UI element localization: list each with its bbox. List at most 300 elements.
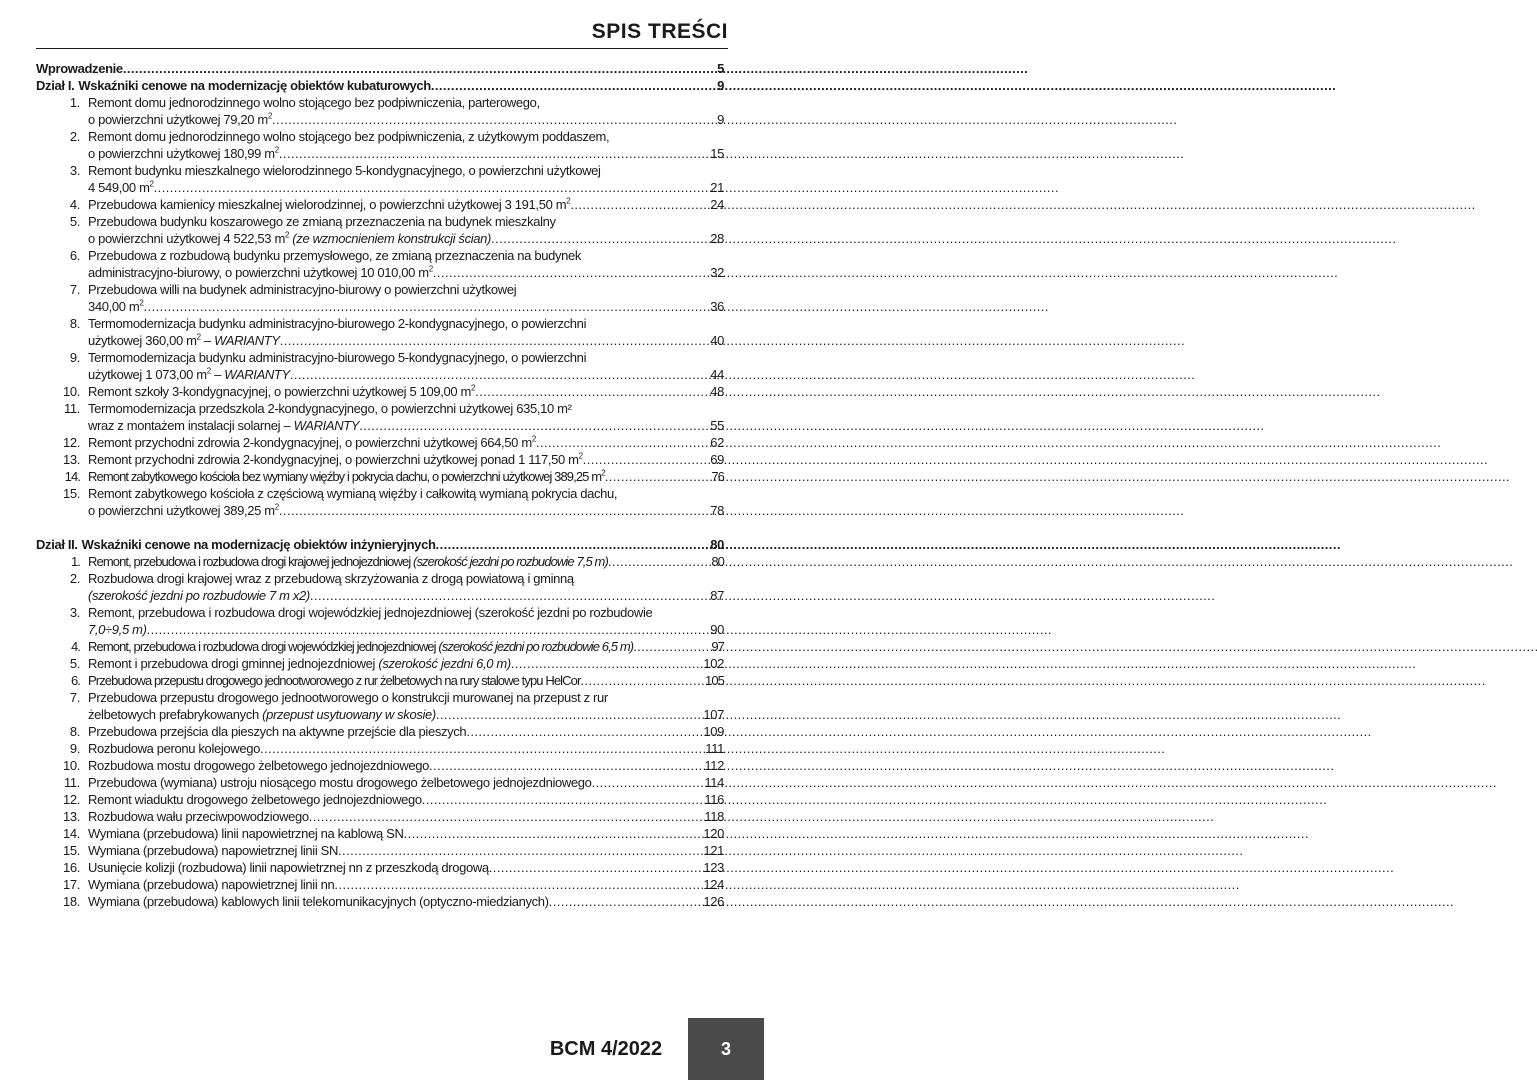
toc-entry [36, 281, 724, 315]
entry-italic: – WARIANTY [200, 333, 280, 348]
entry-lastline [88, 298, 724, 315]
entry-lastline [88, 366, 724, 383]
entry-text: Wymiana (przebudowa) napowietrznej linii SN [88, 843, 339, 858]
entry-number: 10. [62, 384, 80, 399]
entry-number: 5. [69, 656, 80, 671]
entry-number: 14. [62, 826, 80, 841]
entry-italic: (szerokość jezdni po rozbudowie 7 m x2) [88, 588, 310, 603]
entry-text: Remont zabytkowego kościoła bez wymiany więźby i pokrycia dachu, o powierzchni użytkowej 389,25 m [88, 469, 602, 484]
toc-entry [36, 825, 724, 842]
entry-body [88, 128, 724, 162]
dot-leader [633, 638, 711, 655]
toc-entry [36, 876, 724, 893]
toc-entry [36, 247, 724, 281]
entry-number: 11. [63, 775, 80, 790]
page-ref: 124 [703, 877, 724, 892]
entry-line: Remont, przebudowa i rozbudowa drogi wojewódzkiej jednojezdniowej (szerokość jezdni po rozbudowie [88, 605, 653, 620]
entry-lastline [88, 757, 724, 774]
entry-body [88, 196, 724, 213]
dot-leader [154, 179, 711, 196]
page-ref: 15 [710, 146, 724, 161]
entry-title [88, 553, 608, 570]
entry-text: Wymiana (przebudowa) linii napowietrznej na kablową SN [88, 826, 404, 841]
section-title: Wskaźniki cenowe na modernizację obiektów kubaturowych [78, 78, 431, 93]
entry-superscript: 2 [428, 264, 433, 274]
entry-lastline [88, 383, 724, 400]
dot-leader [580, 672, 705, 689]
dot-leader [404, 825, 704, 842]
page-ref: 9 [717, 78, 724, 93]
entry-title [88, 638, 633, 655]
toc-section [36, 77, 724, 94]
page-ref: 69 [710, 452, 724, 467]
dot-leader [592, 774, 705, 791]
dot-leader [570, 196, 710, 213]
entry-body [88, 94, 724, 128]
toc-entry [36, 553, 724, 570]
page-ref: 40 [710, 333, 724, 348]
toc-entry [36, 604, 724, 638]
entry-title [88, 366, 290, 383]
entry-body [88, 604, 724, 638]
toc-section [36, 536, 724, 553]
dot-leader [310, 587, 710, 604]
entry-italic: (ze wzmocnieniem konstrukcji ścian) [289, 231, 492, 246]
entry-number: 18. [62, 894, 80, 909]
entry-number: 9. [69, 350, 80, 365]
dot-leader [466, 723, 703, 740]
page-ref: 76 [711, 469, 724, 484]
entry-number: 1. [70, 554, 80, 569]
page-ref: 120 [703, 826, 724, 841]
section-title: Wskaźniki cenowe na modernizację obiektów inżynieryjnych [81, 537, 436, 552]
entry-italic: (szerokość jezdni po rozbudowie 6,5 m) [438, 639, 634, 654]
dot-leader [123, 60, 717, 77]
entry-italic: (szerokość jezdni po rozbudowie 7,5 m) [413, 554, 608, 569]
entry-text: o powierzchni użytkowej 4 522,53 m [88, 231, 285, 246]
page-ref: 114 [704, 775, 724, 790]
toc-entry [36, 434, 724, 451]
entry-title [88, 230, 491, 247]
entry-body [88, 638, 724, 655]
entry-text: Remont przychodni zdrowia 2-kondygnacyjnej, o powierzchni użytkowej ponad 1 117,50 m [88, 452, 579, 467]
entry-number: 7. [69, 690, 80, 705]
dot-leader [489, 859, 704, 876]
entry-superscript: 2 [566, 196, 571, 206]
dot-leader [549, 893, 704, 910]
entry-title [88, 451, 583, 468]
toc-entry [36, 162, 724, 196]
dot-leader [144, 298, 711, 315]
entry-body [88, 791, 724, 808]
entry-text: Rozbudowa peronu kolejowego [88, 741, 260, 756]
entry-italic: (szerokość jezdni 6,0 m) [378, 656, 511, 671]
entry-line: Termomodernizacja budynku administracyjno-biurowego 5-kondygnacyjnego, o powierzchni [88, 350, 587, 365]
dot-leader [279, 502, 710, 519]
entry-body [88, 213, 724, 247]
entry-title [88, 740, 260, 757]
page-ref: 107 [703, 707, 724, 722]
entry-title [88, 417, 359, 434]
entry-title [88, 587, 310, 604]
entry-number: 5. [69, 214, 80, 229]
entry-number: 10. [62, 758, 80, 773]
dot-leader [290, 366, 710, 383]
page-ref: 111 [705, 741, 724, 756]
section-number: Dział II. [36, 537, 78, 552]
entry-number: 13. [62, 809, 80, 824]
page-ref: 62 [710, 435, 724, 450]
toc-entry [36, 893, 724, 910]
entry-text: Remont, przebudowa i rozbudowa drogi krajowej jednojezdniowej [88, 554, 414, 569]
entry-number: 2. [69, 571, 80, 586]
page-ref: 105 [705, 673, 724, 688]
toc-entry [36, 468, 724, 485]
entry-lastline [88, 842, 724, 859]
entry-lastline [88, 553, 724, 570]
toc-entry [36, 451, 724, 468]
entry-number: 8. [69, 316, 80, 331]
entry-number: 16. [62, 860, 80, 875]
entry-body [88, 876, 724, 893]
publication-label: BCM 4/2022 [524, 1018, 688, 1080]
entry-number: 8. [69, 724, 80, 739]
entry-body [88, 315, 724, 349]
page-ref: 121 [703, 843, 724, 858]
entry-italic: (przepust usytuowany w skosie) [262, 707, 436, 722]
toc-entry [36, 315, 724, 349]
entry-title [88, 434, 536, 451]
dot-leader [436, 536, 711, 553]
dot-leader [436, 706, 703, 723]
entry-body [88, 655, 724, 672]
entry-title [88, 179, 154, 196]
dot-leader [475, 383, 710, 400]
entry-text: o powierzchni użytkowej 79,20 m [88, 112, 268, 127]
entry-lastline [88, 145, 724, 162]
entry-lastline [88, 502, 724, 519]
entry-line: Przebudowa budynku koszarowego ze zmianą przeznaczenia na budynek mieszkalny [88, 214, 556, 229]
entry-superscript: 2 [578, 451, 583, 461]
entry-body [88, 859, 724, 876]
page-ref: 28 [710, 231, 724, 246]
entry-number: 4. [70, 639, 80, 654]
entry-title [88, 502, 279, 519]
toc-entry [36, 638, 724, 655]
dot-leader [433, 264, 710, 281]
dot-leader [272, 111, 717, 128]
page-ref: 78 [710, 503, 724, 518]
entry-text: Rozbudowa wału przeciwpowodziowego [88, 809, 309, 824]
entry-lastline [88, 196, 724, 213]
entry-lastline [88, 179, 724, 196]
entry-body [88, 281, 724, 315]
page-ref: 5 [717, 61, 724, 76]
entry-number: 12. [62, 792, 80, 807]
entry-body [88, 757, 724, 774]
entry-text: Wymiana (przebudowa) kablowych linii telekomunikacyjnych (optyczno-miedzianych) [88, 894, 549, 909]
entry-lastline [88, 655, 724, 672]
page-ref: 90 [710, 622, 724, 637]
entry-title [88, 791, 422, 808]
entry-title [88, 876, 334, 893]
entry-line: Remont zabytkowego kościoła z częściową wymianą więźby i całkowitą wymianą pokrycia dachu, [88, 486, 618, 501]
toc-entry [36, 740, 724, 757]
entry-number: 3. [69, 605, 80, 620]
entry-superscript: 2 [206, 366, 211, 376]
entry-title [88, 468, 605, 485]
section-title: Wprowadzenie [36, 61, 123, 76]
toc-entry [36, 672, 724, 689]
entry-title [88, 621, 147, 638]
page-ref: 24 [710, 197, 724, 212]
entry-lastline [88, 264, 724, 281]
entry-lastline [88, 468, 724, 485]
entry-title [88, 893, 549, 910]
entry-body [88, 349, 724, 383]
entry-text: Wymiana (przebudowa) napowietrznej linii nn [88, 877, 335, 892]
page-ref: 55 [710, 418, 724, 433]
entry-title [88, 298, 144, 315]
entry-lastline [88, 893, 724, 910]
entry-text: Remont, przebudowa i rozbudowa drogi wojewódzkiej jednojezdniowej [88, 639, 439, 654]
section-number: Dział I. [36, 78, 75, 93]
entry-number: 15. [62, 486, 80, 501]
entry-text: Remont przychodni zdrowia 2-kondygnacyjnej, o powierzchni użytkowej 664,50 m [88, 435, 532, 450]
dot-leader [511, 655, 704, 672]
toc-entry [36, 400, 724, 434]
dot-leader [280, 332, 711, 349]
page-title: SPIS TREŚCI [591, 20, 728, 43]
toc-entry [36, 485, 724, 519]
entry-line: Remont domu jednorodzinnego wolno stojącego bez podpiwniczenia, parterowego, [88, 95, 540, 110]
page-ref: 109 [703, 724, 724, 739]
entry-text: użytkowej 1 073,00 m [88, 367, 207, 382]
entry-superscript: 2 [274, 145, 279, 155]
dot-leader [147, 621, 711, 638]
toc-entry [36, 383, 724, 400]
toc-entry [36, 655, 724, 672]
entry-line: Remont budynku mieszkalnego wielorodzinnego 5-kondygnacyjnego, o powierzchni użytkowej [88, 163, 601, 178]
entry-number: 12. [62, 435, 80, 450]
entry-body [88, 162, 724, 196]
dot-leader [583, 451, 710, 468]
page-ref: 48 [710, 384, 724, 399]
entry-number: 4. [69, 197, 80, 212]
entry-text: 4 549,00 m [88, 180, 150, 195]
entry-lastline [88, 451, 724, 468]
entry-body [88, 485, 724, 519]
entry-lastline [88, 723, 724, 740]
toc-entry [36, 196, 724, 213]
entry-line: Przebudowa willi na budynek administracyjno-biurowy o powierzchni użytkowej [88, 282, 517, 297]
entry-text: Przebudowa przejścia dla pieszych na aktywne przejście dla pieszych [88, 724, 467, 739]
entry-body [88, 893, 724, 910]
dot-leader [338, 842, 703, 859]
entry-title [88, 196, 570, 213]
page-ref: 9 [717, 112, 724, 127]
entry-text: Rozbudowa mostu drogowego żelbetowego jednojezdniowego [88, 758, 430, 773]
entry-title [88, 672, 580, 689]
toc-entry [36, 689, 724, 723]
entry-body [88, 774, 724, 791]
entry-lastline [88, 774, 724, 791]
dot-leader [608, 553, 711, 570]
entry-number: 7. [69, 282, 80, 297]
entry-line: Termomodernizacja budynku administracyjno-biurowego 2-kondygnacyjnego, o powierzchni [88, 316, 587, 331]
dot-leader [491, 230, 710, 247]
entry-body [88, 672, 724, 689]
entry-number: 17. [62, 877, 80, 892]
entry-lastline [88, 638, 724, 655]
entry-line: Remont domu jednorodzinnego wolno stojącego bez podpiwniczenia, z użytkowym poddaszem, [88, 129, 610, 144]
entry-line: Termomodernizacja przedszkola 2-kondygnacyjnego, o powierzchni użytkowej 635,10 m² [88, 401, 572, 416]
entry-text: Usunięcie kolizji (rozbudowa) linii napowietrznej nn z przeszkodą drogową [88, 860, 489, 875]
entry-title [88, 264, 433, 281]
entry-lastline [88, 791, 724, 808]
entry-body [88, 825, 724, 842]
entry-number: 2. [69, 129, 80, 144]
entry-title [88, 706, 436, 723]
entry-body [88, 553, 724, 570]
entry-lastline [88, 672, 724, 689]
entry-number: 11. [63, 401, 80, 416]
entry-title [88, 145, 279, 162]
entry-lastline [88, 417, 724, 434]
entry-italic: WARIANTY [293, 418, 360, 433]
entry-text: wraz z montażem instalacji solarnej – [88, 418, 294, 433]
entry-lastline [88, 434, 724, 451]
entry-body [88, 383, 724, 400]
entry-lastline [88, 706, 724, 723]
entry-text: administracyjno-biurowy, o powierzchni użytkowej 10 010,00 m [88, 265, 429, 280]
toc-entry [36, 128, 724, 162]
entry-lastline [88, 621, 724, 638]
entry-body [88, 400, 724, 434]
entry-lastline [88, 587, 724, 604]
entry-body [88, 723, 724, 740]
entry-title [88, 825, 404, 842]
page-ref: 116 [704, 792, 724, 807]
page-number: 3 [688, 1018, 764, 1080]
entry-text: Remont wiaduktu drogowego żelbetowego jednojezdniowego [88, 792, 422, 807]
entry-line: Rozbudowa drogi krajowej wraz z przebudową skrzyżowania z drogą powiatową i gminną [88, 571, 574, 586]
entry-title [88, 383, 475, 400]
page-ref: 36 [710, 299, 724, 314]
entry-number: 9. [69, 741, 80, 756]
footer [0, 1018, 764, 1080]
dot-leader [309, 808, 705, 825]
dot-leader [359, 417, 710, 434]
dot-leader [429, 757, 704, 774]
page-ref: 80 [711, 554, 724, 569]
toc-entry [36, 349, 724, 383]
entry-superscript: 2 [601, 468, 605, 478]
entry-number: 14. [64, 469, 80, 484]
entry-lastline [88, 740, 724, 757]
page-ref: 118 [704, 809, 724, 824]
entry-title [88, 808, 309, 825]
entry-body [88, 808, 724, 825]
entry-line: Przebudowa przepustu drogowego jednootworowego o konstrukcji murowanej na przepust z rur [88, 690, 608, 705]
page-header [36, 20, 728, 49]
entry-body [88, 740, 724, 757]
entry-title [88, 111, 272, 128]
entry-text: użytkowej 360,00 m [88, 333, 197, 348]
table-of-contents [36, 60, 724, 910]
toc-entry [36, 791, 724, 808]
entry-lastline [88, 332, 724, 349]
entry-text: żelbetowych prefabrykowanych [88, 707, 263, 722]
toc-entry [36, 570, 724, 604]
entry-italic: 7,0÷9,5 m) [88, 622, 147, 637]
entry-superscript: 2 [284, 230, 290, 240]
entry-text: Przebudowa (wymiana) ustroju niosącego mostu drogowego żelbetowego jednojezdniowego [88, 775, 592, 790]
entry-body [88, 570, 724, 604]
entry-title [88, 842, 338, 859]
entry-lastline [88, 825, 724, 842]
page-ref: 44 [710, 367, 724, 382]
entry-lastline [88, 230, 724, 247]
entry-italic: – WARIANTY [210, 367, 290, 382]
dot-leader [279, 145, 710, 162]
entry-title [88, 332, 280, 349]
page-ref: 102 [703, 656, 724, 671]
entry-superscript: 2 [267, 111, 273, 121]
dot-leader [334, 876, 703, 893]
entry-body [88, 842, 724, 859]
entry-number: 13. [62, 452, 80, 467]
entry-text: Remont i przebudowa drogi gminnej jednojezdniowej [88, 656, 379, 671]
entry-number: 6. [70, 673, 80, 688]
entry-superscript: 2 [149, 179, 154, 189]
page-ref: 32 [710, 265, 724, 280]
entry-title [88, 723, 466, 740]
toc-entry [36, 213, 724, 247]
entry-body [88, 468, 724, 485]
entry-text: o powierzchni użytkowej 389,25 m [88, 503, 275, 518]
page-ref: 80 [710, 537, 724, 552]
toc-section [36, 60, 724, 77]
toc-entry [36, 842, 724, 859]
entry-lastline [88, 859, 724, 876]
entry-body [88, 247, 724, 281]
page-ref: 87 [710, 588, 724, 603]
dot-leader [260, 740, 705, 757]
entry-line: Przebudowa z rozbudową budynku przemysłowego, ze zmianą przeznaczenia na budynek [88, 248, 582, 263]
entry-body [88, 451, 724, 468]
entry-text: o powierzchni użytkowej 180,99 m [88, 146, 275, 161]
toc-entry [36, 859, 724, 876]
entry-superscript: 2 [139, 298, 144, 308]
entry-text: 340,00 m [88, 299, 140, 314]
entry-body [88, 434, 724, 451]
entry-lastline [88, 808, 724, 825]
entry-number: 3. [69, 163, 80, 178]
entry-title [88, 757, 429, 774]
entry-number: 15. [62, 843, 80, 858]
dot-leader [536, 434, 710, 451]
entry-text: Przebudowa kamienicy mieszkalnej wielorodzinnej, o powierzchni użytkowej 3 191,50 m [88, 197, 567, 212]
entry-title [88, 655, 511, 672]
entry-superscript: 2 [531, 434, 536, 444]
toc-entry [36, 94, 724, 128]
entry-superscript: 2 [274, 502, 279, 512]
entry-title [88, 774, 592, 791]
entry-lastline [88, 876, 724, 893]
page-ref: 123 [703, 860, 724, 875]
entry-number: 1. [69, 95, 80, 110]
